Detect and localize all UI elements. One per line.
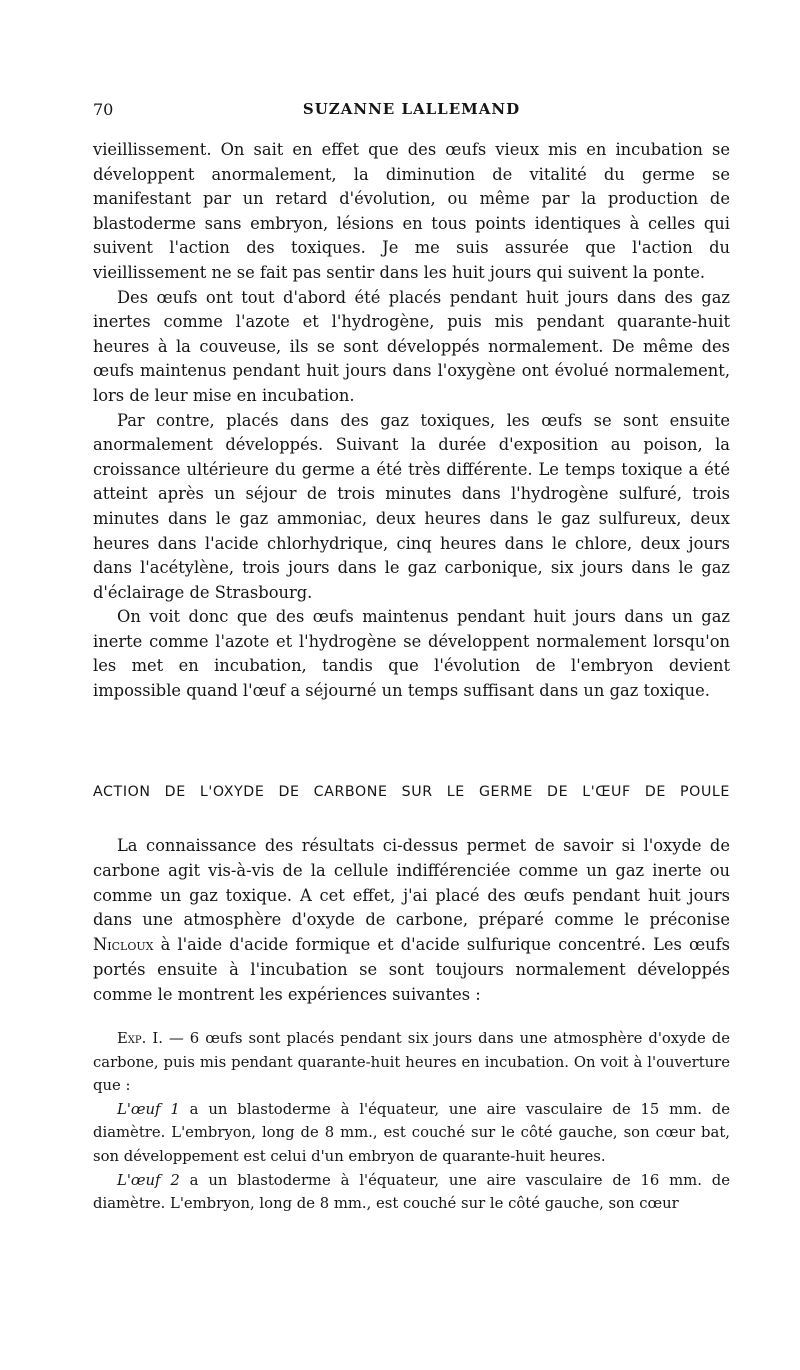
section-heading: ACTION DE L'OXYDE DE CARBONE SUR LE GERME DE L'ŒUF DE POULE [93, 784, 730, 800]
egg-1-text: a un blastoderme à l'équateur, une aire vasculaire de 15 mm. de diamètre. L'embryon, long de 8 mm., est couché sur le côté gauche, son cœur bat, son développement est celui d'un embryon de quarante-huit heures. [93, 1100, 730, 1165]
body-text [93, 138, 730, 704]
text-before-author: La connaissance des résultats ci-dessus permet de savoir si l'oxyde de carbone agit vis-à-vis de la cellule indifférenciée comme un gaz inerte ou comme un gaz toxique. A cet effet, j'ai placé des œufs pendant huit jours dans une atmosphère d'oxyde de carbone, préparé comme le préconise [93, 836, 730, 930]
section-body [93, 834, 730, 1008]
experiment-block [93, 1027, 730, 1216]
egg-2-result [93, 1169, 730, 1216]
paragraph-inert-gases: Des œufs ont tout d'abord été placés pendant huit jours dans des gaz inertes comme l'azote et l'hydrogène, puis mis pendant quarante-huit heures à la couveuse, ils se sont développés normalement. De même des œufs maintenus pendant huit jours dans l'oxygène ont évolué normalement, lors de leur mise en incubation. [93, 287, 730, 405]
author-name: Nicloux [93, 935, 154, 955]
paragraph-toxic-gases: Par contre, placés dans des gaz toxiques, les œufs se sont ensuite anormalement développés. Suivant la durée d'exposition au poison, la croissance ultérieure du germe a été très différente. Le temps toxique a été atteint après un séjour de trois minutes dans l'hydrogène sulfuré, trois minutes dans le gaz ammoniac, deux heures dans le gaz sulfureux, deux heures dans l'acide chlorhydrique, cinq heures dans le chlore, deux jours dans l'acétylène, trois jours dans le gaz carbonique, six jours dans le gaz d'éclairage de Strasbourg. [93, 410, 730, 602]
egg-1-label: L'œuf 1 [117, 1100, 180, 1118]
experiment-intro [93, 1027, 730, 1098]
paragraph-continued: vieillissement. On sait en effet que des œufs vieux mis en incubation se développent anormalement, la diminution de vitalité du germe se manifestant par un retard d'évolution, ou même par la production de blastoderme sans embryon, lésions en tous points identiques à celles qui suivent l'action des toxiques. Je me suis assurée que l'action du vieillissement ne se fait pas sentir dans les huit jours qui suivent la ponte. [93, 140, 730, 282]
egg-2-text: a un blastoderme à l'équateur, une aire vasculaire de 16 mm. de diamètre. L'embryon, long de 8 mm., est couché sur le côté gauche, son cœur [93, 1171, 730, 1213]
experiment-intro-text: — 6 œufs sont placés pendant six jours dans une atmosphère d'oxyde de carbone, puis mis pendant quarante-huit heures en incubation. On voit à l'ouverture que : [93, 1030, 730, 1095]
paragraph-carbon-monoxide [93, 834, 730, 1008]
page-header [93, 100, 730, 124]
egg-2-label: L'œuf 2 [117, 1171, 180, 1189]
page-number: 70 [93, 100, 114, 119]
text-after-author: à l'aide d'acide formique et d'acide sulfurique concentré. Les œufs portés ensuite à l'incubation se sont toujours normalement développés comme le montrent les expériences suivantes : [93, 935, 730, 1004]
paragraph-conclusion: On voit donc que des œufs maintenus pendant huit jours dans un gaz inerte comme l'azote et l'hydrogène se développent normalement lorsqu'on les met en incubation, tandis que l'évolution de l'embryon devient impossible quand l'œuf a séjourné un temps suffisant dans un gaz toxique. [93, 607, 730, 701]
egg-1-result [93, 1098, 730, 1169]
experiment-label: Exp. I. [117, 1030, 163, 1047]
running-head: SUZANNE LALLEMAND [302, 100, 521, 118]
